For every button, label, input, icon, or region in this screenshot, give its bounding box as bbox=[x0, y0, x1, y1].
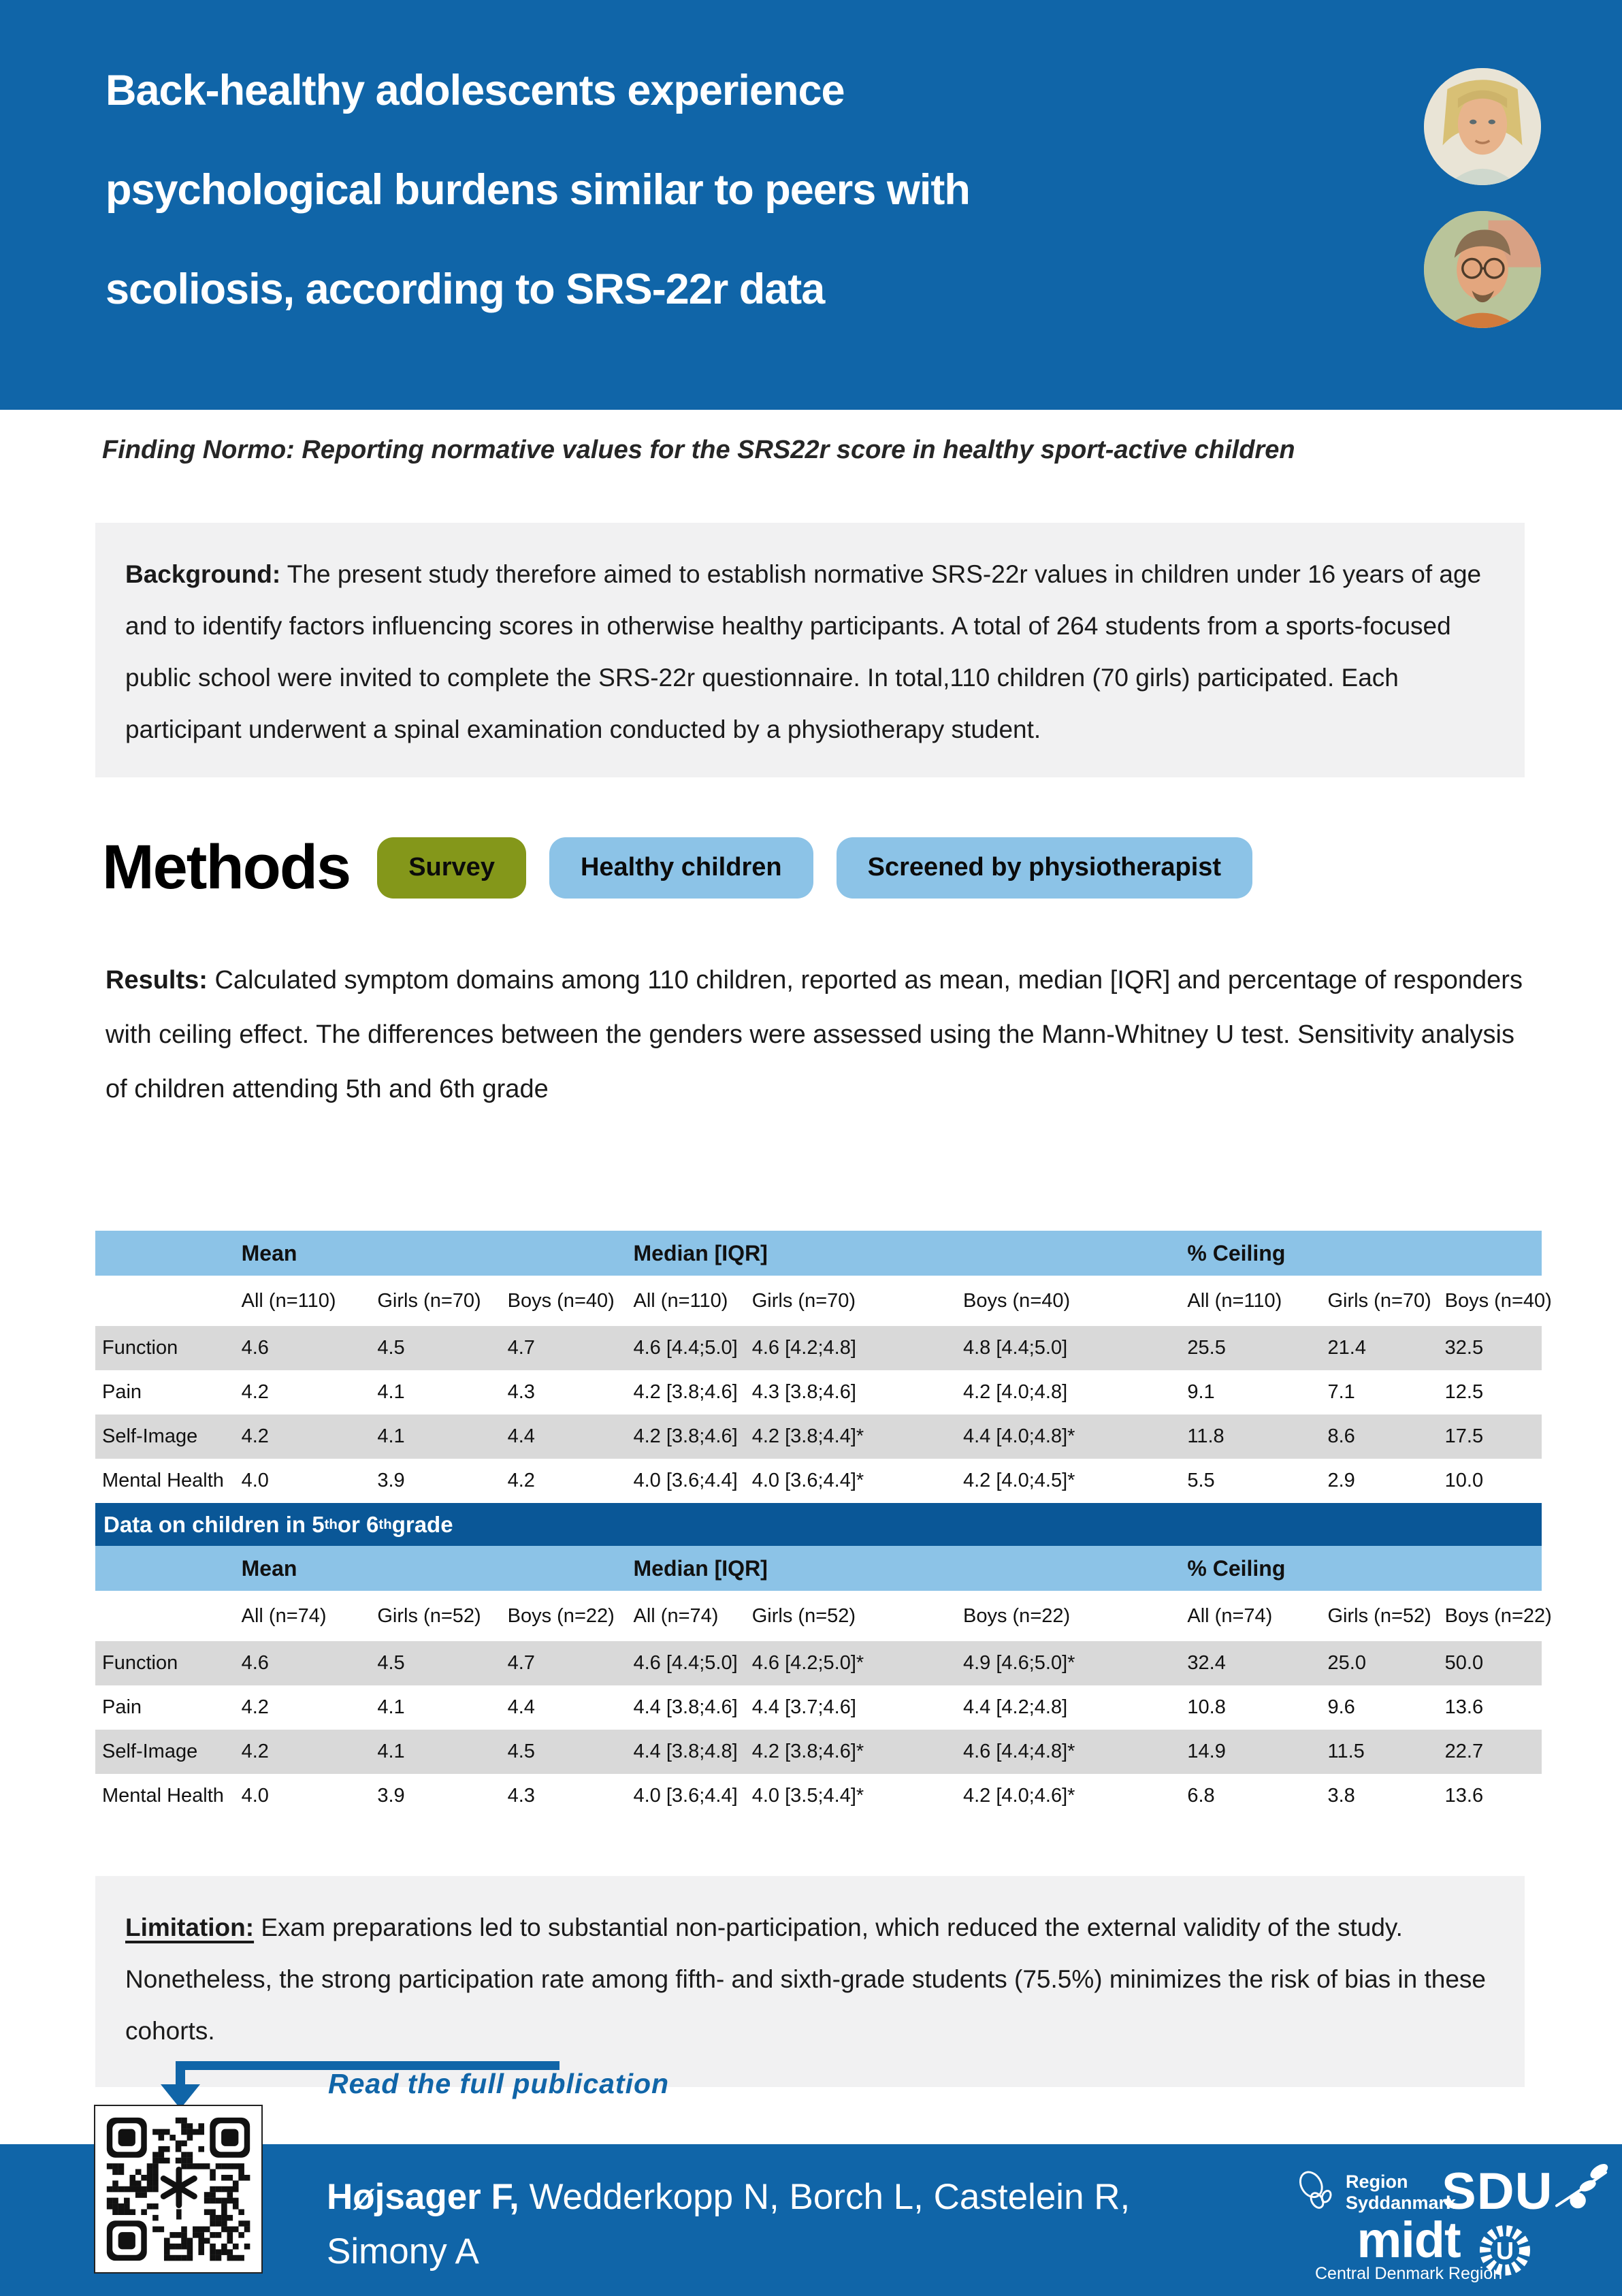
table-cell: 4.2 [3.8;4.6] bbox=[633, 1425, 738, 1447]
methods-heading: Methods bbox=[102, 832, 351, 902]
table-cell: 4.1 bbox=[377, 1696, 405, 1718]
authors bbox=[327, 2170, 1130, 2279]
table-cell: 4.4 [3.8;4.6] bbox=[633, 1696, 738, 1718]
table-row bbox=[95, 1641, 1542, 1685]
table-cell: 4.2 bbox=[507, 1470, 535, 1491]
column-header: Boys (n=40) bbox=[1444, 1289, 1552, 1312]
table-cell: 4.6 [4.4;4.8]* bbox=[963, 1741, 1075, 1762]
sdu-logo bbox=[1442, 2162, 1610, 2221]
background-section bbox=[95, 523, 1525, 777]
table-cell: 5.5 bbox=[1187, 1470, 1215, 1491]
table-row bbox=[95, 1326, 1542, 1370]
table-cell: 4.5 bbox=[377, 1337, 405, 1359]
group-header-mean: Mean bbox=[241, 1555, 297, 1581]
methods-section bbox=[102, 832, 1276, 903]
column-header: Girls (n=52) bbox=[377, 1604, 481, 1627]
table-cell: 4.7 bbox=[507, 1337, 535, 1359]
table-cell: 4.6 [4.2;4.8] bbox=[751, 1337, 856, 1359]
table-cell: 4.0 [3.6;4.4] bbox=[633, 1785, 738, 1807]
table1-group-header-row bbox=[95, 1231, 1542, 1276]
row-label: Function bbox=[102, 1652, 178, 1674]
table-cell: 4.0 bbox=[241, 1470, 269, 1491]
table2-group-header-row bbox=[95, 1546, 1542, 1591]
region-syddanmark-logo bbox=[1297, 2167, 1456, 2217]
row-label: Mental Health bbox=[102, 1470, 224, 1491]
poster-subtitle: Finding Normo: Reporting normative values for the SRS22r score in healthy sport-active children bbox=[102, 436, 1295, 464]
column-header: Girls (n=70) bbox=[1327, 1289, 1431, 1312]
table-cell: 32.4 bbox=[1187, 1652, 1226, 1674]
table-row bbox=[95, 1730, 1542, 1774]
column-header: Boys (n=22) bbox=[1444, 1604, 1552, 1627]
table-cell: 11.8 bbox=[1187, 1425, 1224, 1447]
background-text: The present study therefore aimed to establish normative SRS-22r values in children under 16 years of age and to identify factors influencing scores in otherwise healthy participants. A total of 264 students from a sports-focused public school were invited to complete the SRS-22r questionnaire. In total,110 children (70 girls) participated. Each participant underwent a spinal examination conducted by a physiotherapy student. bbox=[125, 560, 1482, 743]
table-cell: 10.0 bbox=[1444, 1470, 1484, 1491]
column-header: Boys (n=40) bbox=[963, 1289, 1071, 1312]
olive-branch-icon bbox=[1553, 2163, 1610, 2220]
column-header: Girls (n=70) bbox=[751, 1289, 856, 1312]
table-cell: 13.6 bbox=[1444, 1696, 1484, 1718]
badge-healthy-children: Healthy children bbox=[549, 837, 813, 899]
column-header: Girls (n=52) bbox=[1327, 1604, 1431, 1627]
table-cell: 7.1 bbox=[1327, 1381, 1355, 1403]
umc-sun-logo bbox=[1472, 2218, 1538, 2286]
umc-letter: U bbox=[1496, 2237, 1514, 2265]
midt-subtitle: Central Denmark Region bbox=[1315, 2264, 1503, 2283]
table-cell: 11.5 bbox=[1327, 1741, 1365, 1762]
table-cell: 6.8 bbox=[1187, 1785, 1215, 1807]
table-cell: 4.4 bbox=[507, 1696, 535, 1718]
results-text: Calculated symptom domains among 110 children, reported as mean, median [IQR] and percentage of responders with ceiling effect. The differences between the genders were assessed using the Mann-Whitney U test. Sensitivity analysis of children attending 5th and 6th grade bbox=[106, 966, 1523, 1103]
table-cell: 25.0 bbox=[1327, 1652, 1366, 1674]
group-header-mean: Mean bbox=[241, 1240, 297, 1265]
results-section bbox=[106, 953, 1528, 1116]
table-cell: 4.2 [4.0;4.8] bbox=[963, 1381, 1068, 1403]
group-header-ceiling: % Ceiling bbox=[1187, 1555, 1286, 1581]
table-cell: 3.9 bbox=[377, 1470, 405, 1491]
table-row bbox=[95, 1414, 1542, 1459]
table-cell: 4.3 bbox=[507, 1785, 535, 1807]
table-cell: 4.7 bbox=[507, 1652, 535, 1674]
table-cell: 4.9 [4.6;5.0]* bbox=[963, 1652, 1075, 1674]
divider-text: Data on children in 5 bbox=[103, 1511, 325, 1537]
authors-line-1: Højsager F, Wedderkopp N, Borch L, Castelein R, bbox=[327, 2177, 1131, 2217]
row-label: Function bbox=[102, 1337, 178, 1359]
authors-line-2: Simony A bbox=[327, 2231, 479, 2271]
table-row bbox=[95, 1774, 1542, 1818]
column-header: Boys (n=22) bbox=[507, 1604, 615, 1627]
table-cell: 4.4 [4.2;4.8] bbox=[963, 1696, 1068, 1718]
table-cell: 4.0 [3.6;4.4] bbox=[633, 1470, 738, 1491]
table-cell: 32.5 bbox=[1444, 1337, 1484, 1359]
table-cell: 2.9 bbox=[1327, 1470, 1355, 1491]
sdu-wordmark: SDU bbox=[1442, 2163, 1553, 2220]
table-cell: 25.5 bbox=[1187, 1337, 1226, 1359]
title-line-1: Back-healthy adolescents experience bbox=[106, 67, 845, 114]
region-syddanmark-text: Region Syddanmark bbox=[1346, 2171, 1457, 2213]
table-cell: 14.9 bbox=[1187, 1741, 1226, 1762]
table-cell: 4.2 bbox=[241, 1381, 269, 1403]
row-label: Mental Health bbox=[102, 1785, 224, 1807]
table-cell: 4.1 bbox=[377, 1425, 405, 1447]
table-row bbox=[95, 1459, 1542, 1503]
table-cell: 4.6 [4.4;5.0] bbox=[633, 1337, 738, 1359]
row-label: Pain bbox=[102, 1381, 142, 1403]
results-label: Results: bbox=[106, 966, 208, 995]
table-cell: 17.5 bbox=[1444, 1425, 1484, 1447]
background-label: Background: bbox=[125, 560, 281, 588]
table-cell: 4.4 [3.8;4.8] bbox=[633, 1741, 738, 1762]
table-cell: 4.2 [3.8;4.6]* bbox=[751, 1741, 864, 1762]
butterfly-icon bbox=[1297, 2167, 1339, 2217]
table-cell: 22.7 bbox=[1444, 1741, 1484, 1762]
column-header: Boys (n=22) bbox=[963, 1604, 1071, 1627]
table-cell: 4.4 [3.7;4.6] bbox=[751, 1696, 856, 1718]
table-cell: 4.6 [4.4;5.0] bbox=[633, 1652, 738, 1674]
table-cell: 4.2 [3.8;4.4]* bbox=[751, 1425, 864, 1447]
author-photo-male bbox=[1424, 211, 1541, 328]
title-line-3: scoliosis, according to SRS-22r data bbox=[106, 265, 825, 313]
table-row bbox=[95, 1685, 1542, 1730]
table-cell: 8.6 bbox=[1327, 1425, 1355, 1447]
qr-code bbox=[94, 2105, 263, 2274]
table-cell: 4.6 bbox=[241, 1337, 269, 1359]
grade-divider-band: Data on children in 5 th or 6 th grade bbox=[95, 1503, 1542, 1546]
table-cell: 4.3 [3.8;4.6] bbox=[751, 1381, 856, 1403]
column-header: All (n=74) bbox=[1187, 1604, 1273, 1627]
table-cell: 3.8 bbox=[1327, 1785, 1355, 1807]
results-table bbox=[95, 1231, 1552, 1818]
table-cell: 4.1 bbox=[377, 1381, 405, 1403]
table-cell: 4.0 [3.5;4.4]* bbox=[751, 1785, 864, 1807]
poster-title bbox=[106, 41, 970, 339]
midt-wordmark: midt bbox=[1357, 2212, 1461, 2268]
qr-caption: Read the full publication bbox=[328, 2068, 670, 2099]
table-cell: 4.4 [4.0;4.8]* bbox=[963, 1425, 1075, 1447]
table1-body bbox=[95, 1326, 1542, 1503]
group-header-median: Median [IQR] bbox=[633, 1240, 768, 1265]
table-row bbox=[95, 1370, 1542, 1414]
row-label: Self-Image bbox=[102, 1425, 198, 1447]
table-cell: 4.0 [3.6;4.4]* bbox=[751, 1470, 864, 1491]
table-cell: 4.8 [4.4;5.0] bbox=[963, 1337, 1068, 1359]
column-header: Boys (n=40) bbox=[507, 1289, 615, 1312]
table-cell: 4.5 bbox=[507, 1741, 535, 1762]
table-cell: 21.4 bbox=[1327, 1337, 1366, 1359]
row-label: Pain bbox=[102, 1696, 142, 1718]
column-header: All (n=110) bbox=[241, 1289, 336, 1312]
group-header-median: Median [IQR] bbox=[633, 1555, 768, 1581]
limitation-section bbox=[95, 1876, 1525, 2087]
arrow-vertical-bar bbox=[176, 2061, 185, 2087]
author-photo-female bbox=[1424, 68, 1541, 185]
badge-survey: Survey bbox=[377, 837, 526, 899]
table-cell: 13.6 bbox=[1444, 1785, 1484, 1807]
table2-body bbox=[95, 1641, 1542, 1818]
poster-header bbox=[0, 0, 1622, 410]
table-cell: 4.2 [4.0;4.6]* bbox=[963, 1785, 1075, 1807]
limitation-text: Exam preparations led to substantial non-participation, which reduced the external validity of the study. Nonetheless, the strong participation rate among fifth- and sixth-grade students (75.5%) minimizes the risk of bias in these cohorts. bbox=[125, 1913, 1487, 2045]
table-cell: 4.4 bbox=[507, 1425, 535, 1447]
badge-screened-by-physiotherapist: Screened by physiotherapist bbox=[837, 837, 1253, 899]
table-cell: 10.8 bbox=[1187, 1696, 1226, 1718]
table-cell: 9.1 bbox=[1187, 1381, 1215, 1403]
table-cell: 4.0 bbox=[241, 1785, 269, 1807]
table-cell: 4.2 [4.0;4.5]* bbox=[963, 1470, 1075, 1491]
column-header: Girls (n=70) bbox=[377, 1289, 481, 1312]
table-cell: 3.9 bbox=[377, 1785, 405, 1807]
table-cell: 4.2 bbox=[241, 1741, 269, 1762]
table-cell: 4.2 bbox=[241, 1696, 269, 1718]
table-cell: 4.5 bbox=[377, 1652, 405, 1674]
title-line-2: psychological burdens similar to peers with bbox=[106, 166, 970, 214]
table1-column-header-row bbox=[95, 1276, 1552, 1326]
column-header: All (n=74) bbox=[633, 1604, 719, 1627]
row-label: Self-Image bbox=[102, 1741, 198, 1762]
table-cell: 4.3 bbox=[507, 1381, 535, 1403]
table2-column-header-row bbox=[95, 1591, 1552, 1641]
table-cell: 4.2 [3.8;4.6] bbox=[633, 1381, 738, 1403]
table-cell: 4.6 [4.2;5.0]* bbox=[751, 1652, 864, 1674]
group-header-ceiling: % Ceiling bbox=[1187, 1240, 1286, 1265]
table-cell: 50.0 bbox=[1444, 1652, 1484, 1674]
column-header: All (n=110) bbox=[1187, 1289, 1282, 1312]
limitation-label: Limitation: bbox=[125, 1913, 255, 1941]
table-cell: 9.6 bbox=[1327, 1696, 1355, 1718]
table-cell: 4.2 bbox=[241, 1425, 269, 1447]
table-cell: 4.1 bbox=[377, 1741, 405, 1762]
table-cell: 12.5 bbox=[1444, 1381, 1484, 1403]
column-header: Girls (n=52) bbox=[751, 1604, 856, 1627]
column-header: All (n=74) bbox=[241, 1604, 327, 1627]
column-header: All (n=110) bbox=[633, 1289, 728, 1312]
table-cell: 4.6 bbox=[241, 1652, 269, 1674]
